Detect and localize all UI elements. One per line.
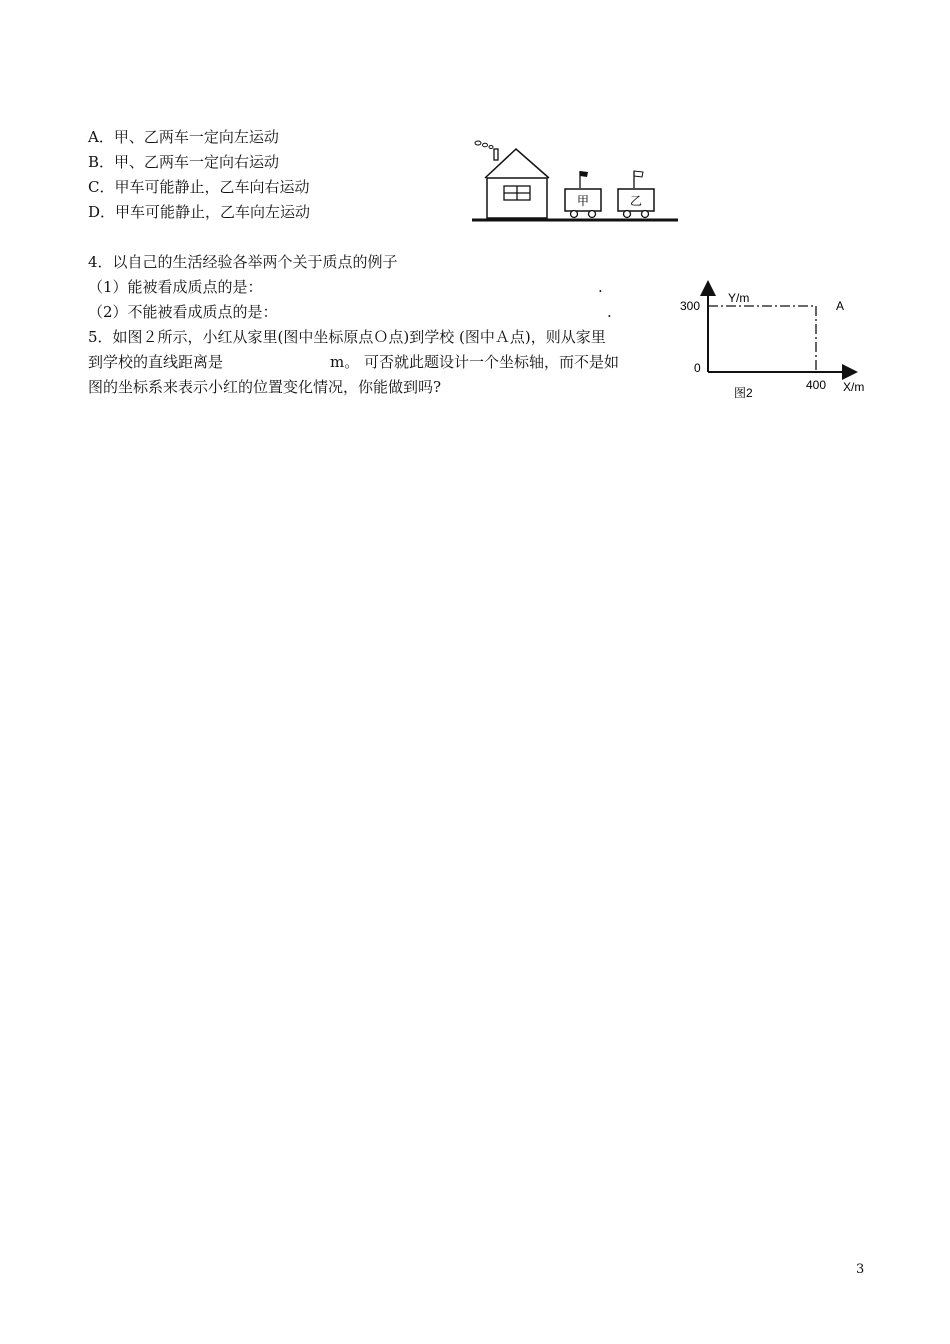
option-a: A．甲、乙两车一定向左运动 xyxy=(88,128,279,146)
q4-part2-end-dot: . xyxy=(607,303,612,321)
y-tick-300: 300 xyxy=(680,299,701,313)
q4-part1: （1）能被看成质点的是： xyxy=(88,278,263,296)
smoke-icon xyxy=(475,141,493,149)
q5-line2-b: m。 可否就此题设计一个坐标轴，而不是如 xyxy=(330,353,619,371)
q4-stem: 4．以自己的生活经验各举两个关于质点的例子 xyxy=(88,253,398,271)
page-number: 3 xyxy=(856,1262,865,1277)
cart-yi-label: 乙 xyxy=(629,194,643,208)
figure-caption: 图2 xyxy=(734,386,753,400)
q5-line3: 图的坐标系来表示小红的位置变化情况，你能做到吗? xyxy=(88,378,442,396)
cart-jia xyxy=(565,171,601,218)
q5-line1: 5．如图２所示，小红从家里(图中坐标原点Ｏ点)到学校 (图中Ａ点)，则从家里 xyxy=(88,328,606,346)
q4-part2: （2）不能被看成质点的是： xyxy=(88,303,278,321)
coordinate-figure xyxy=(676,278,876,404)
q4-part1-end-dot: . xyxy=(598,278,603,296)
x-tick-400: 400 xyxy=(806,378,827,392)
origin-label: 0 xyxy=(694,361,701,375)
q5-line2-a: 到学校的直线距离是 xyxy=(88,353,224,371)
house-carts-figure xyxy=(468,136,688,228)
option-d: D．甲车可能静止，乙车向左运动 xyxy=(88,203,311,221)
y-axis-label: Y/m xyxy=(728,291,750,305)
option-b: B．甲、乙两车一定向右运动 xyxy=(88,153,280,171)
cart-yi xyxy=(618,171,654,218)
cart-jia-label: 甲 xyxy=(576,194,590,208)
option-c: C．甲车可能静止，乙车向右运动 xyxy=(88,178,310,196)
x-axis-label: X/m xyxy=(843,380,865,394)
window-icon xyxy=(504,186,530,200)
point-a-label: A xyxy=(836,299,845,313)
